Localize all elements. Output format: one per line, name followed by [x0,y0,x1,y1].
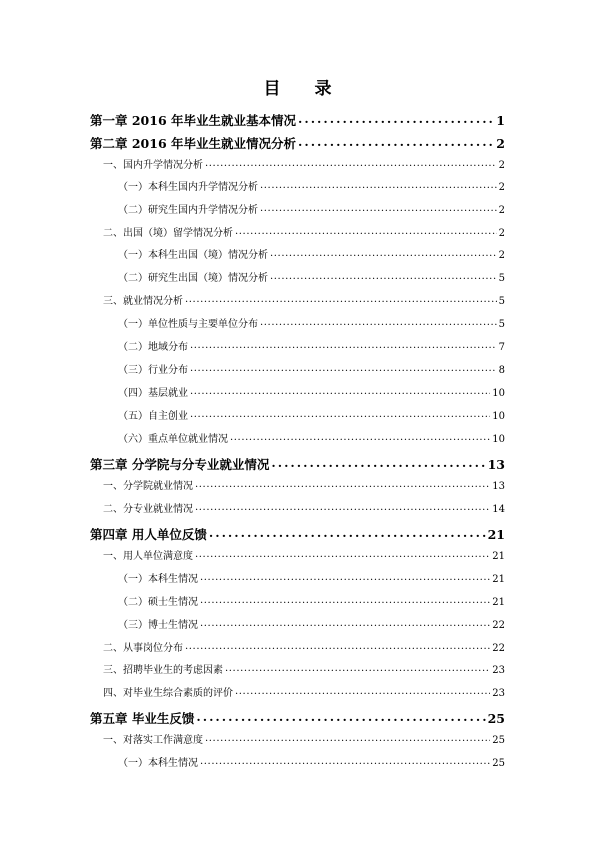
dot-leader [205,733,490,743]
toc-entry-subsection[interactable] [118,570,505,585]
dot-leader [230,432,490,442]
toc-entry-chapter[interactable] [90,111,505,129]
dot-leader [270,248,497,258]
dot-leader [190,340,497,350]
toc-entry-label: 一、分学院就业情况 [103,481,193,492]
toc-entry-page: 10 [492,411,505,422]
toc-entry-label: 第四章 用人单位反馈 [90,527,207,542]
toc-entry-subsection[interactable] [118,384,505,399]
toc-entry-page: 13 [492,481,505,492]
toc-entry-label: （二）研究生国内升学情况分析 [118,205,258,216]
toc-entry-label: 第二章 2016 年毕业生就业情况分析 [90,136,296,151]
toc-entry-label: 第一章 2016 年毕业生就业基本情况 [90,113,296,128]
toc-entry-subsection[interactable] [118,201,505,216]
dot-leader [185,294,497,304]
toc-entry-page: 2 [498,160,505,171]
toc-entry-label: （二）研究生出国（境）情况分析 [118,273,268,284]
toc-entry-section[interactable] [103,547,505,562]
toc-entry-page: 21 [492,574,505,585]
dot-leader [260,180,497,190]
toc-entry-page: 2 [498,205,505,216]
toc-entry-label: （六）重点单位就业情况 [118,434,228,445]
dot-leader [200,756,490,766]
toc-entry-label: 一、国内升学情况分析 [103,160,203,171]
toc-entry-label: （二）地域分布 [118,342,188,353]
toc-entry-page: 10 [492,434,505,445]
toc-entry-label: （一）本科生出国（境）情况分析 [118,250,268,261]
dot-leader [195,502,490,512]
dot-leader [200,595,490,605]
toc-entry-page: 5 [498,296,505,307]
toc-entry-page: 21 [492,597,505,608]
toc-entry-label: 一、对落实工作满意度 [103,735,203,746]
toc-entry-page: 10 [492,388,505,399]
dot-leader [190,386,490,396]
toc-entry-subsection[interactable] [118,361,505,376]
dot-leader [190,409,490,419]
toc-entry-label: 二、出国（境）留学情况分析 [103,228,233,239]
toc-entry-subsection[interactable] [118,754,505,769]
dot-leader [271,457,485,470]
toc-entry-subsection[interactable] [118,246,505,261]
toc-entry-section[interactable] [103,731,505,746]
toc-entry-label: 三、就业情况分析 [103,296,183,307]
toc-entry-page: 1 [496,113,505,128]
toc-entry-section[interactable] [103,639,505,654]
dot-leader [225,663,490,673]
dot-leader [260,203,497,213]
dot-leader [270,271,497,281]
toc-entry-page: 2 [498,250,505,261]
toc-entry-section[interactable] [103,500,505,515]
toc-entry-label: （一）本科生情况 [118,574,198,585]
toc-entry-page: 25 [492,758,505,769]
toc-entry-chapter[interactable] [90,709,505,727]
toc-entry-label: 一、用人单位满意度 [103,551,193,562]
toc-entry-chapter[interactable] [90,134,505,152]
toc-entry-subsection[interactable] [118,430,505,445]
toc-entry-label: 三、招聘毕业生的考虑因素 [103,665,223,676]
toc-entry-page: 2 [496,136,505,151]
dot-leader [205,158,497,168]
toc-entry-page: 22 [492,620,505,631]
toc-entry-label: 二、从事岗位分布 [103,643,183,654]
toc-entry-page: 21 [492,551,505,562]
dot-leader [200,618,490,628]
toc-entry-page: 5 [498,319,505,330]
toc-entry-label: （四）基层就业 [118,388,188,399]
toc-entry-subsection[interactable] [118,338,505,353]
toc-entry-label: （二）硕士生情况 [118,597,198,608]
toc-entry-section[interactable] [103,292,505,307]
toc-entry-page: 8 [498,365,505,376]
toc-entry-label: （一）本科生国内升学情况分析 [118,182,258,193]
dot-leader [298,113,494,126]
dot-leader [195,549,490,559]
toc-entry-section[interactable] [103,477,505,492]
dot-leader [209,527,486,540]
toc-entry-label: 四、对毕业生综合素质的评价 [103,688,233,699]
toc-entry-label: （三）行业分布 [118,365,188,376]
toc-entry-page: 21 [487,527,505,542]
toc-entry-page: 7 [498,342,505,353]
toc-entry-subsection[interactable] [118,593,505,608]
toc-entry-section[interactable] [103,156,505,171]
toc-entry-page: 5 [498,273,505,284]
dot-leader [185,641,490,651]
dot-leader [196,711,485,724]
toc-entry-label: （一）单位性质与主要单位分布 [118,319,258,330]
toc-entry-page: 14 [492,504,505,515]
toc-entry-label: （五）自主创业 [118,411,188,422]
dot-leader [200,572,490,582]
dot-leader [190,363,497,373]
dot-leader [298,136,494,149]
toc-entry-chapter[interactable] [90,525,505,543]
toc-entry-label: （一）本科生情况 [118,758,198,769]
toc-entry-subsection[interactable] [118,616,505,631]
toc-entry-page: 23 [492,665,505,676]
dot-leader [260,317,497,327]
toc-entry-page: 23 [492,688,505,699]
toc-entry-subsection[interactable] [118,269,505,284]
toc-entry-page: 2 [498,228,505,239]
toc-entry-section[interactable] [103,684,505,699]
toc-entry-subsection[interactable] [118,178,505,193]
toc-entry-section[interactable] [103,661,505,676]
toc-title: 目 录 [263,79,346,99]
toc-entry-subsection[interactable] [118,315,505,330]
dot-leader [235,226,497,236]
toc-entry-label: 第三章 分学院与分专业就业情况 [90,457,270,472]
toc-entry-label: 二、分专业就业情况 [103,504,193,515]
toc-entry-page: 2 [498,182,505,193]
toc-entry-page: 25 [487,711,505,726]
toc-entry-page: 13 [487,457,505,472]
toc-entry-section[interactable] [103,224,505,239]
toc-entry-label: （三）博士生情况 [118,620,198,631]
toc-entry-subsection[interactable] [118,407,505,422]
toc-entry-page: 25 [492,735,505,746]
toc-entry-chapter[interactable] [90,455,505,473]
dot-leader [195,479,490,489]
dot-leader [235,686,490,696]
toc-entry-label: 第五章 毕业生反馈 [90,711,195,726]
toc-entry-page: 22 [492,643,505,654]
